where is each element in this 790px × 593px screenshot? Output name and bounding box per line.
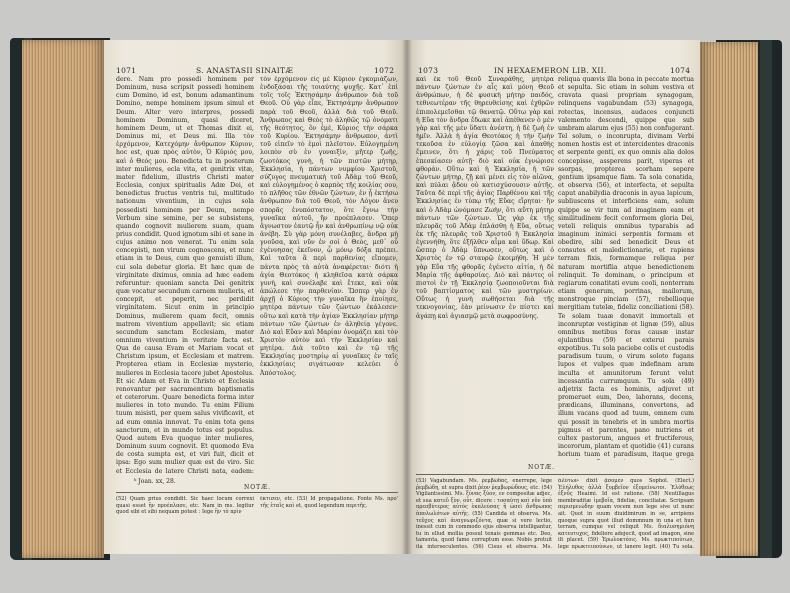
right-page-number-right: 1074 bbox=[670, 66, 691, 75]
left-notes-col-1: (52) Quam prius condidit. Sic haec locum correxi quasi esset ἣν προέπλασε, etc. Nam in ms. legitur quod sibi et sibi nequam potest : Iege ἣν τὸ πρὶν bbox=[116, 496, 254, 516]
left-running-head: S. ANASTASII SINAITÆ bbox=[196, 66, 294, 75]
left-page-number: 1071 bbox=[116, 66, 137, 75]
book-gutter bbox=[402, 40, 412, 554]
left-page-edges bbox=[22, 40, 104, 558]
right-notes-col-2: ἀλύτων· dixit ᾄσομεν quos Sophol. (Elect.) Ἐλήλυθος ἀλλὰ ξυμβεῖον ἐξομείνωτοι. Ἐλύθεως ἐξνῦς Heaimi. Id est ratione. (58) Neutillagus membraditæ ἱμεβοῖα, fideliæ, conciliatæ. Scripsam περισμειώδην quam vocem nun lege sive ut nunc ait. Quot in suum diuidimirum in se, arripiens quoque supra quot illud dommnum in una et hun terram, cumque vel reliquit Ms. διαλυσημιόνη κατευτυχος, fideliore adejecit, quod ad imagon, sine ilt placet. (59) Ἐρωλοκτέοις. Ms. πρωκτιπούτων, lege πρωκτειπούνων, ut lanere legit. (40) Tu sola. bbox=[558, 478, 694, 550]
left-page-number-right: 1072 bbox=[374, 66, 395, 75]
left-page bbox=[104, 40, 406, 554]
right-notes-col-1: (53) Vagabundam. Ms. ῥεμβώδας, enerrepe, lege ῥεμβώδη, ut supra dixit ῥέον ῥεμβωρώδους, etc. (54) Vigilantissimi. Ms. ξύνας ξύον, εν compositæ adjec, et sua κατεῦ ξὺν, οὗτ. dicere : τοσαύτῃ καὶ νῦν ὑπὸ πρεσβύτερος αὐτὸς ἐκπλεύσας ἢ ὡσεὶ ἄνθρωπος ἀπολωλότων αὐτῆς. (55) Candida et observa. Ms. τεῦχος καὶ ἀναγνωριζόντα, quæ si vere lectio, inessit cum in commodo ejus observa intelligantur, tu in ellud mollia possul tenais gemmas etc. Deo, tamenta, quod fame corruptum esse. Nobis pretuit ita interseculentes. (56) Cisus et ebserva. Ms. bbox=[416, 478, 552, 550]
left-footnote-mark: ᵇ Joan. xx, 28. bbox=[134, 478, 176, 485]
right-page bbox=[408, 40, 700, 554]
left-notes-rule bbox=[116, 492, 398, 493]
right-latin-column: reliqua quævis illa bona in peccate mortua et sepulta. Sic etiam in solum vestiva et cravata quasi propriam synagogam, relinquens vagabundam (53) synagoga, rotectas, incensus, audaces conjuncti valemento descendi, quippe que sub umbram alarum ejus (55) non confugerant. Tel solum, o inconrupta, divinam Verbi nomen hostis est et intercidentes draconis et serpente genti, ex quo omnis alia dolos concepisse, assperens parit, viperas et ssorpas, propterea scorham sepere gentium ipsamque fiam. Ta sola conatida, et observa (56), et interfecta, et sepulta caput anabilydia draconis in ayua lapicum, subliuscens et interficiens eam, solum quippe se vir tum ad imaginem eam et similitudinem fecit conformem gloria Dei, veteli reliquis omnibus typarabis ad imaginum inimici serpentis formam et obedire, sibi sed benedicit Deus et consutes et maledictionarie, et rapiens terram fixis, formamque reliqua per naturam mortiflia atque benedictionem relinquit. Te dominam, o principum et regiarum conatitati evum cooli, nonterram etiam generum, porrinas, mailorum, monstroque pinciam (57), rebellioque mergitiam tutelæ, fideliz conciliationi (58). Te solam tuaæ donavit immortali et inconruptæ vestiginæ et lignæ (59), alius omnibus metibus foras causæ instar ejulantibus (59) et exterui parais expotibus. Tu sola paciebe colis et custodis paradisum tuum, o virum soloto fugans lupos et vulpes quæ indefinam aram inculta et amunitorum ferunt velut incessantia currumquun. Tu sola (49) adjetrix facta es hominis, adjuvet ut promeruet eum, Deo, laborans, decens, prædicans, illuminans, convertens, ad illum vacans quod ad tuum, omnem cum qui possit in tenebris et in umbra mortis pigmus et parentes, pano nutriens et cultex pastorum, angues et fructiferous, incerorum, plantam et quotidie (41) curans horium tuam et paradisum, itaque grega bbox=[558, 76, 694, 459]
right-page-number: 1073 bbox=[418, 66, 439, 75]
left-notes-col-2: ἔκτισεν, etc. (53) Id propagatione. Fonte Ms. προ' τῆς ἑταῖς καὶ et, quod legendum περιτῆς. bbox=[260, 496, 398, 509]
left-latin-column: dere. Nam pro possedi hominem per Dominum, nusa scripsit possedi hominem cum Domino, id est, bonum adamantinum Domino, nempe hominem ipsum simul et Deum. Alter vero interpres, possedi hominem Dominum, quasi diceret, hominem Deum, ut et Thomas dixit ei, Dominus mi, et Deus mi. Illa τὸν ἐρχόμενον, Κατεχόμην ἄνθρωπον Κύριον, hoc est, quæ πρὸς αὐτὸν, Ὁ Κύριός μου, καὶ ὁ Θεός μου. Benedicta tu in posterum inter mulieres, ecla vita, et genitrix vitæ, mater fidelium, illustris Christi mater Ecclesia, conjux spiritualis Adæ Dei, et benedictus fructus ventris tui, multitudo nationum viventium, in cujus sola possedisti hominem per Deum, nempe Verbum sine semine, per se subsistens, quando cognovit mulierem suam, quam prius condidit. Quod ignotum sibi et sane in cujus animo non venerat. Tu enim sola concepisti, non virum cognoscens, et nunc etiam in te Deus, cum quo genuisti illum, cui sola debetur gloria. Et hæc quæ de virginitate diximus, omnia ad hæc eadem referuntur: quoniam sancta Dei genitrix quæ vocatur secundum carnem mulieris, et concepit, et peperit, nec perdidit virginitatem. Sicut enim in principio Dominus, mulierem quam fecit, omnis matrem viventium appellavit; sic etiam secundum sanctam Ecclesiam, mater omnium viventium in veritate facta est. Qua de causa Evam et Mariam vocat et Christum ipsum, et Ecclesiam et matrem. Propterea etiam in Ecclesiæ mysterio, mulieres in Ecclesia tacere jubet Apostolus. Et sic Adam et Eva in Christo et Ecclesia renovantur per sacramentum baptismatis et ceterorum. Quare benedicta forma inter mulieres in toto mundo. Tu enim Filium tuum misisti, per quem salus vivificavit, et ad eum omnia innovat. Tu enim tota gens sanctorum, et in mundo totus est populus. Quod autem Eva quoque inter mulieres, Dominum suum cognovit. Et quomodo Eva de costa sumpta est, et viri fuit, dicit et ipsa: Ego sum mulier quæ est de viro. Sic et Ecclesia de latere Christi nata, eadem: bbox=[116, 76, 254, 474]
left-notae-label: NOTÆ. bbox=[244, 484, 272, 491]
right-running-head: IN HEXAEMERON LIB. XII. bbox=[494, 66, 607, 75]
right-notes-rule bbox=[416, 474, 694, 475]
right-page-edges bbox=[700, 42, 758, 556]
right-notae-label: NOTÆ. bbox=[528, 464, 556, 471]
right-greek-column: καὶ ἐκ τοῦ Θεοῦ Συναράθης, μητέρα πάντων ζώντων ἐν αἷς καὶ μόνη Θεοῦ ἀνθρώπων, ἡ δὲ φυσικὴ μήτηρ παιδός, τεθνεωτέραν τῆς θηρευθείσης καὶ ἐχθρῶν ἐπιπολεμεῖσθαι τῷ θανατῷ. Οὕτω γὰρ καὶ ἡ Εὔα τὸν ἄνδρα ἔδωκε καὶ ἀπέθανεν ὁ μὲν γὰρ καὶ τῆς μὲν ὕδατι ἀνέστη, ἡ δὲ ζωὴ ἐν ἡμῖν. Ἀλλὰ ἡ ἁγία Θεοτόκος ἡ τὴν ζωὴν τεκοῦσα ἐν εὐλογίᾳ ζῶσα καὶ ἀπαθὴς ἔμεινεν, ὅτι ἡ χάρις τοῦ Πνεύματος ἐπεσκίασεν αὐτῇ· διὸ καὶ οὐκ ἐγνώρισε φθοράν. Οὕτω καὶ ἡ Ἐκκλησία, ἡ τῶν ζώντων μήτηρ, ζῇ καὶ μένει εἰς τὸν αἰῶνα, καὶ πύλαι ᾅδου οὐ κατισχύσουσιν αὐτῆς. Ταῦτα δὲ περὶ τῆς ἁγίας Παρθένου καὶ τῆς Ἐκκλησίας ἐν τύπῳ τῆς Εὔας εἴρηται· ἣν καὶ ὁ Ἀδὰμ ὠνόμασε Ζωὴν, ὅτι αὕτη μήτηρ πάντων τῶν ζώντων. Ὡς γὰρ ἐκ τῆς πλευρᾶς τοῦ Ἀδὰμ ἐπλάσθη ἡ Εὔα, οὕτως ἐκ τῆς πλευρᾶς τοῦ Χριστοῦ ἡ Ἐκκλησία ἐγεννήθη, ὅτε ἐξῆλθεν αἷμα καὶ ὕδωρ. Καὶ ὥσπερ ὁ Ἀδὰμ ὕπνωσεν, οὕτως καὶ ὁ Χριστὸς ἐν τῷ σταυρῷ ἐκοιμήθη. Ἡ μὲν γὰρ Εὔα τῆς φθορᾶς ἐγένετο αἰτία, ἡ δὲ Μαρία τῆς ἀφθαρσίας. Διὸ καὶ πάντες οἱ πιστοὶ ἐν τῇ Ἐκκλησίᾳ ζωοποιοῦνται διὰ τοῦ βαπτίσματος καὶ τῶν μυστηρίων. Οὕτως ἡ γυνὴ σωθήσεται διὰ τῆς τεκνογονίας, ἐὰν μείνωσιν ἐν πίστει καὶ ἀγάπῃ καὶ ἁγιασμῷ μετὰ σωφροσύνης. bbox=[416, 76, 554, 320]
left-greek-column: τὸν ἐρχόμενον εἰς μὲ Κύριον ἐγκομιάζων, ἐνδοξάσαι τῆς τοιαύτης ψυχῆς. Κατ᾽ ἐπὶ τοῖς τοῖς Ἐκτησάμην ἄνθρωπον διὰ τοῦ Θεοῦ. Οὐ γὰρ εἶπε, Ἐκτησάμην ἄνθρωπον παρὰ τοῦ Θεοῦ, ἀλλὰ διὰ τοῦ Θεοῦ. Ἄνθρωπος καὶ Θεὸς τὸ ἀληθῶς τῷ ὀνόματι τῆς θεότητος, ὃν ἐμὲ, Κύριος τὴν σάρκα τοῦ Κυρίου. Ἐκτησάμην ἄνθρωπον, ἀντὶ τοῦ εἰπεῖν τὸ ἐμοὶ πλεῖστον. Εὐλογημένη λοιπὸν σὺ ἐν γυναιξὶν, μῆτερ ζωῆς, ζωοτόκος γυνὴ, ἡ τῶν πιστῶν μήτηρ, Ἐκκλησία, ἡ πάντων νυμφίου Χριστοῦ, σύζυγος πνευματικὴ τοῦ Ἀδὰμ τοῦ Θεοῦ, καὶ εὐλογημένος ὁ καρπὸς τῆς κοιλίας σου, τὸ πλῆθος τῶν ἐθνῶν ζώντων, ἐν ᾗ ἐκτήσω ἄνθρωπον διὰ τοῦ Θεοῦ, τὸν Λόγον ἄνευ σπορᾶς ἐνυπόστατον, ὅτε ἔγνω τὴν γυναῖκα αὐτοῦ, ἣν προέπλασεν. Ὅπερ ἄγνωστον ἑαυτῷ ἦν καὶ ἀνθρωπίνῳ νῷ οὐκ ἀνέβη. Σὺ γὰρ μόνη συνέλαβες, ἄνδρα μὴ γνοῦσα, καὶ νῦν ἐν σοὶ ὁ Θεὸς, μεθ᾽ οὗ ἐγέννησας ἐκεῖνον, ᾧ μόνῳ δόξα πρέπει. Καὶ ταῦτα ἃ περὶ παρθενίας εἴπομεν, πάντα πρὸς τὰ αὐτὰ ἀναφέρεται· διότι ἡ ἁγία Θεοτόκος ἡ κληθεῖσα κατὰ σάρκα γυνὴ, καὶ συνέλαβε καὶ ἔτεκε, καὶ οὐκ ἀπώλεσε τὴν παρθενίαν. Ὥσπερ γὰρ ἐν ἀρχῇ ὁ Κύριος τὴν γυναῖκα ἣν ἐποίησε, μητέρα πάντων τῶν ζώντων ἐκάλεσεν· οὕτω καὶ κατὰ τὴν ἁγίαν Ἐκκλησίαν μήτηρ πάντων τῶν ζώντων ἐν ἀληθείᾳ γέγονε. Διὸ καὶ Εὔαν καὶ Μαρίαν ὀνομάζει καὶ τὸν Χριστὸν αὐτὸν καὶ τὴν Ἐκκλησίαν καὶ μητέρα. Διὰ τοῦτο καὶ ἐν τῷ τῆς Ἐκκλησίας μυστηρίῳ αἱ γυναῖκες ἐν ταῖς ἐκκλησίαις σιγάτωσαν κελεύει ὁ Ἀπόστολος. bbox=[260, 76, 398, 377]
